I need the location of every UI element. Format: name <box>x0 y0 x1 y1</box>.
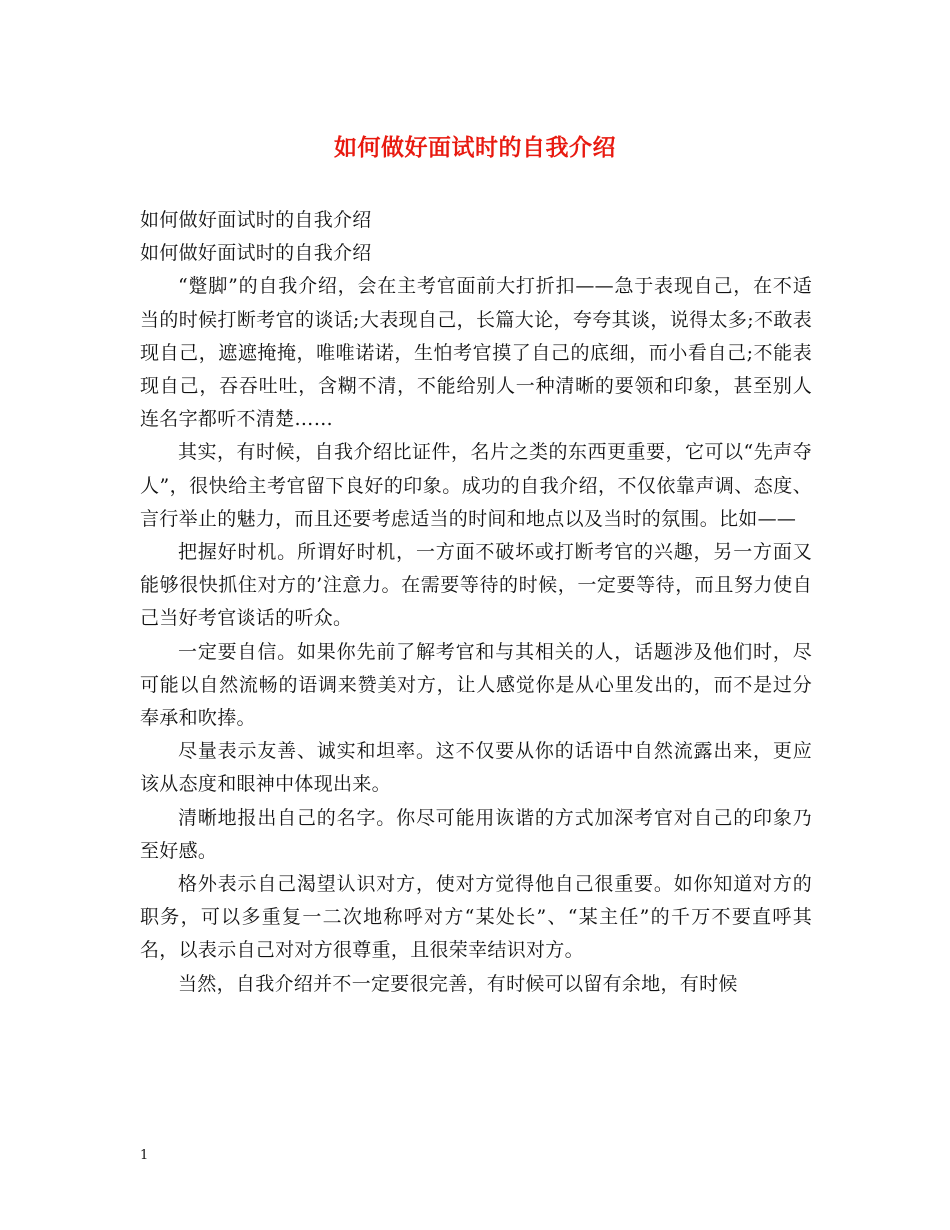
paragraph: 尽量表示友善、诚实和坦率。这不仅要从你的话语中自然流露出来，更应该从态度和眼神中体现出来。 <box>140 740 812 796</box>
paragraph: 格外表示自己渴望认识对方，使对方觉得他自己很重要。如你知道对方的职务，可以多重复一二次地称呼对方“某处长”、“某主任”的千万不要直呼其名，以表示自己对对方很尊重，且很荣幸结识对方。 <box>140 873 812 962</box>
heading-line: 如何做好面试时的自我介绍 <box>140 242 372 265</box>
paragraph: 一定要自信。如果你先前了解考官和与其相关的人，话题涉及他们时，尽可能以自然流畅的语调来赞美对方，让人感觉你是从心里发出的，而不是过分奉承和吹捧。 <box>140 640 812 730</box>
document-title: 如何做好面试时的自我介绍 <box>334 134 616 161</box>
document-body <box>140 204 812 1001</box>
paragraph: 把握好时机。所谓好时机，一方面不破坏或打断考官的兴趣，另一方面又能够很快抓住对方的’注意力。在需要等待的时候，一定要等待，而且努力使自己当好考官谈话的听众。 <box>140 541 812 630</box>
page-number: 1 <box>140 1148 149 1163</box>
paragraph: 清晰地报出自己的名字。你尽可能用诙谐的方式加深考官对自己的印象乃至好感。 <box>140 806 812 862</box>
paragraph: 当然，自我介绍并不一定要很完善，有时候可以留有余地，有时候 <box>178 972 738 995</box>
heading-line: 如何做好面试时的自我介绍 <box>140 209 372 231</box>
paragraph: 其实，有时候，自我介绍比证件，名片之类的东西更重要，它可以“先声夺人”，很快给主考官留下良好的印象。成功的自我介绍，不仅依靠声调、态度、言行举止的魅力，而且还要考虑适当的时间和地点以及当时的氛围。比如—— <box>140 441 812 530</box>
paragraph: “蹩脚”的自我介绍，会在主考官面前大打折扣——急于表现自己，在不适当的时候打断考官的谈话;大表现自己，长篇大论，夸夸其谈，说得太多;不敢表现自己，遮遮掩掩，唯唯诺诺，生怕考官摸了自己的底细，而小看自己;不能表现自己，吞吞吐吐，含糊不清，不能给别人一种清晰的要领和印象，甚至别人连名字都听不清楚…… <box>140 275 812 431</box>
